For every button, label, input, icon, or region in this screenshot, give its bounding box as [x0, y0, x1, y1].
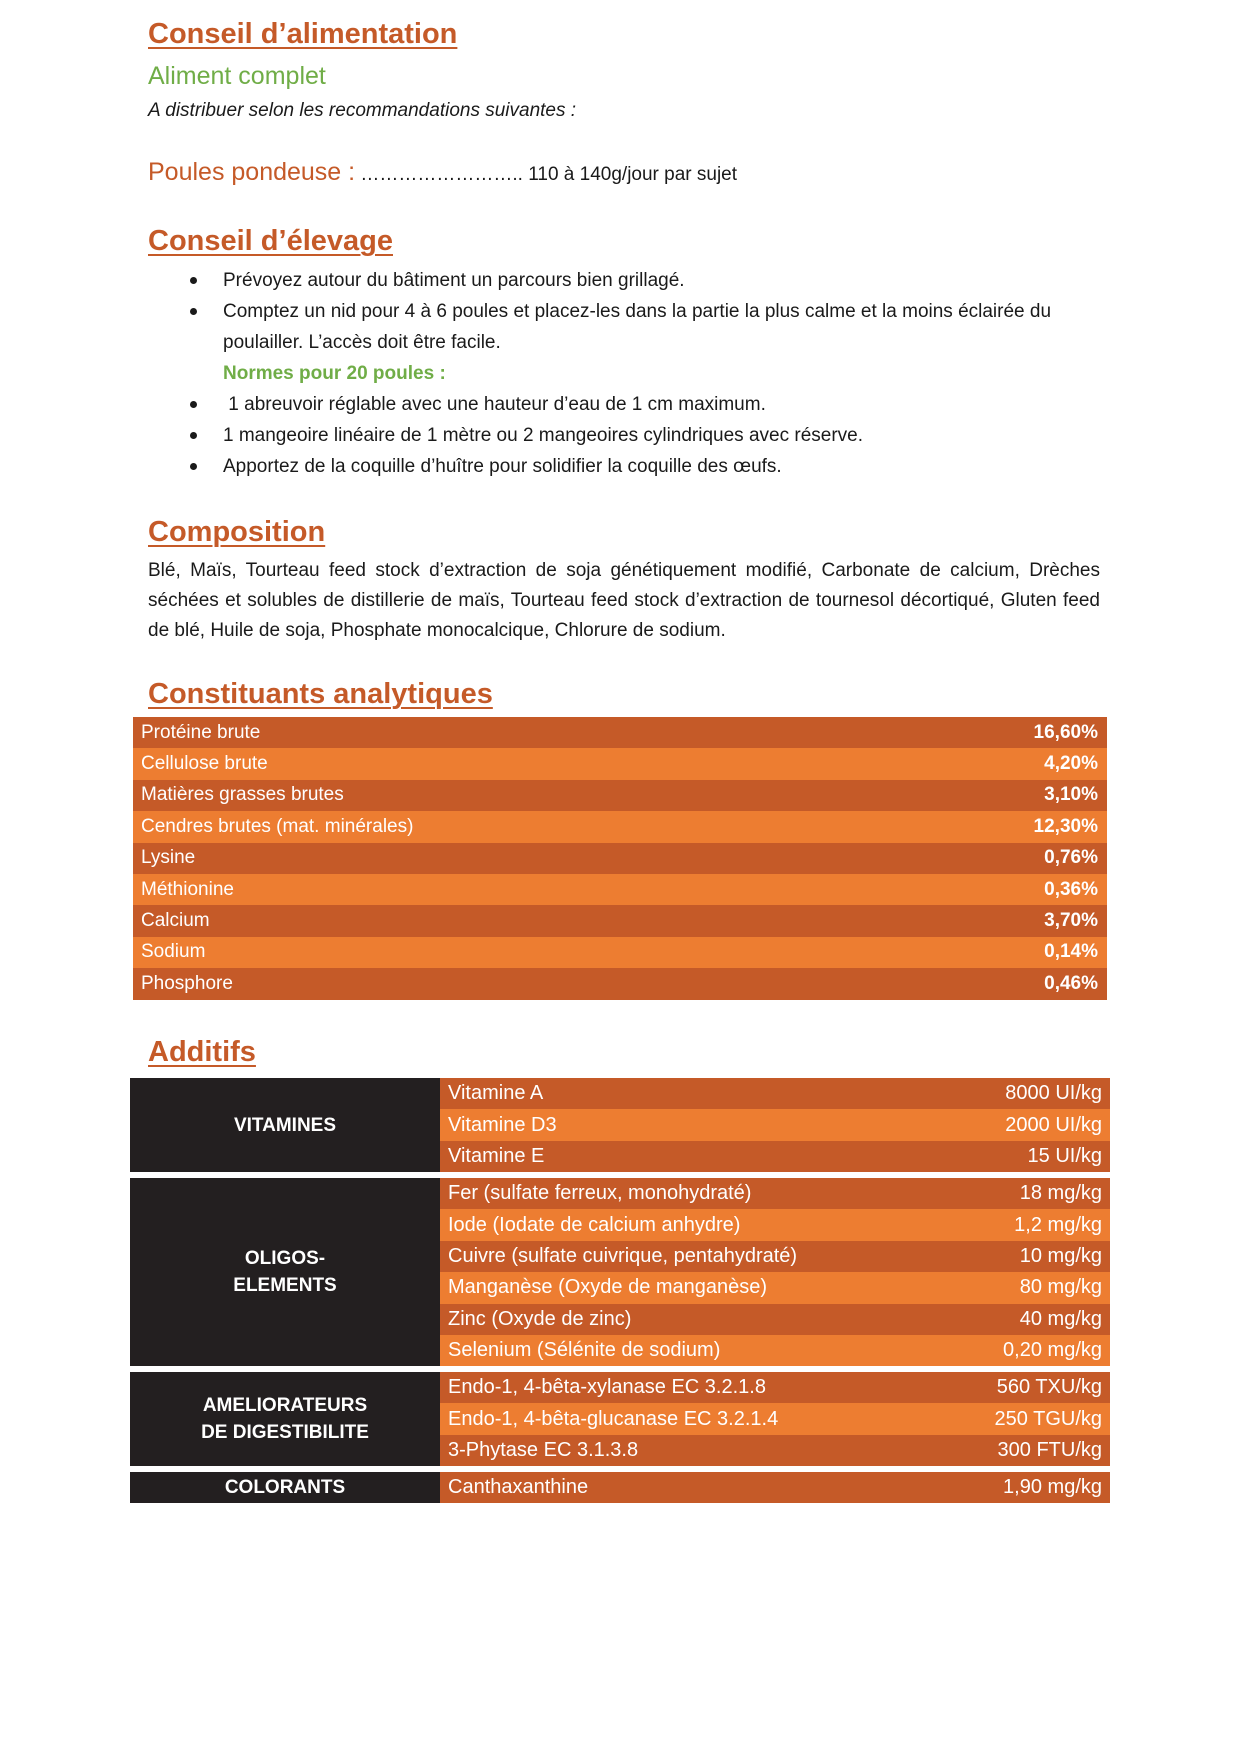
table-row: Lysine 0,76%	[133, 843, 1107, 874]
feeding-heading: Conseil d’alimentation	[148, 18, 458, 50]
category-label: OLIGOS- ELEMENTS	[130, 1178, 440, 1366]
table-row: Endo-1, 4-bêta-glucanase EC 3.2.1.4 250 TGU/kg	[440, 1403, 1110, 1434]
bullet-icon	[190, 277, 197, 284]
category-label: VITAMINES	[130, 1078, 440, 1172]
feeding-recommendation	[148, 158, 737, 187]
table-row: Protéine brute 16,60%	[133, 717, 1107, 748]
table-row: Cuivre (sulfate cuivrique, pentahydraté) 10 mg/kg	[440, 1241, 1110, 1272]
table-row: Vitamine E 15 UI/kg	[440, 1141, 1110, 1172]
target-animal-label: Poules pondeuse :	[148, 158, 356, 186]
table-row: Iode (Iodate de calcium anhydre) 1,2 mg/kg	[440, 1209, 1110, 1240]
feed-type: Aliment complet	[148, 62, 326, 90]
category-label: COLORANTS	[130, 1472, 440, 1503]
analytics-table	[133, 717, 1107, 1000]
composition-text: Blé, Maïs, Tourteau feed stock d’extraction de soja génétiquement modifié, Carbonate de calcium, Drèches séchées et solubles de distillerie de maïs, Tourteau feed stock d’extraction de tournesol décortiqué, Gluten feed de blé, Huile de soja, Phosphate monocalcique, Chlorure de sodium.	[148, 560, 1100, 641]
breeding-heading: Conseil d’élevage	[148, 225, 393, 257]
additives-heading: Additifs	[148, 1036, 256, 1068]
table-row: Zinc (Oxyde de zinc) 40 mg/kg	[440, 1304, 1110, 1335]
bullet-icon	[190, 432, 197, 439]
table-row: Endo-1, 4-bêta-xylanase EC 3.2.1.8 560 TXU/kg	[440, 1372, 1110, 1403]
table-row: Vitamine D3 2000 UI/kg	[440, 1109, 1110, 1140]
table-row: Phosphore 0,46%	[133, 968, 1107, 999]
additive-group-trace-elements	[130, 1178, 1110, 1366]
bullet-icon	[190, 463, 197, 470]
dosage-value: 110 à 140g/jour par sujet	[528, 164, 738, 185]
bullet-icon	[190, 401, 197, 408]
list-item: 1 abreuvoir réglable avec une hauteur d’eau de 1 cm maximum.	[190, 389, 1110, 420]
table-row: Selenium (Sélénite de sodium) 0,20 mg/kg	[440, 1335, 1110, 1366]
table-row: Vitamine A 8000 UI/kg	[440, 1078, 1110, 1109]
table-row: 3-Phytase EC 3.1.3.8 300 FTU/kg	[440, 1435, 1110, 1466]
list-item: Apportez de la coquille d’huître pour solidifier la coquille des œufs.	[190, 451, 1110, 482]
table-row: Sodium 0,14%	[133, 937, 1107, 968]
list-item: Prévoyez autour du bâtiment un parcours bien grillagé.	[190, 265, 1110, 296]
additive-group-vitamins	[130, 1078, 1110, 1172]
list-item: 1 mangeoire linéaire de 1 mètre ou 2 mangeoires cylindriques avec réserve.	[190, 420, 1110, 451]
feeding-instruction: A distribuer selon les recommandations suivantes :	[148, 100, 577, 121]
leader-dots: ……………………..	[355, 164, 529, 185]
breeding-list	[190, 265, 1110, 482]
composition-heading: Composition	[148, 516, 326, 548]
table-row: Cellulose brute 4,20%	[133, 748, 1107, 779]
norms-label: Normes pour 20 poules :	[223, 363, 446, 384]
table-row: Matières grasses brutes 3,10%	[133, 780, 1107, 811]
list-item: Comptez un nid pour 4 à 6 poules et placez-les dans la partie la plus calme et la moins éclairée du poulailler. L’accès doit être facile.	[190, 296, 1110, 358]
table-row: Cendres brutes (mat. minérales) 12,30%	[133, 811, 1107, 842]
table-row: Canthaxanthine 1,90 mg/kg	[440, 1472, 1110, 1503]
table-row: Fer (sulfate ferreux, monohydraté) 18 mg/kg	[440, 1178, 1110, 1209]
table-row: Calcium 3,70%	[133, 905, 1107, 936]
analytics-heading: Constituants analytiques	[148, 678, 493, 710]
additive-group-digestibility	[130, 1372, 1110, 1466]
table-row: Manganèse (Oxyde de manganèse) 80 mg/kg	[440, 1272, 1110, 1303]
bullet-icon	[190, 308, 197, 315]
category-label: AMELIORATEURS DE DIGESTIBILITE	[130, 1372, 440, 1466]
table-row: Méthionine 0,36%	[133, 874, 1107, 905]
additive-group-colorants	[130, 1472, 1110, 1503]
